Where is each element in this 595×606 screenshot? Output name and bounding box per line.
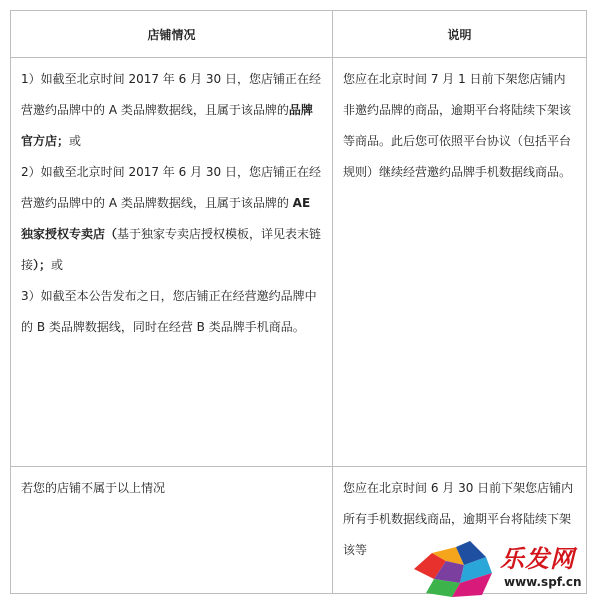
- row1-right-cell: [333, 58, 587, 467]
- condition-2: 2）如截至北京时间 2017 年 6 月 30 日，您店铺正在经营邀约品牌中的 A 类品牌数据线，且属于该品牌的 AE 独家授权专卖店（基于独家专卖店授权模板，详见表末链接）；或: [21, 165, 322, 272]
- header-explanation: 说明: [333, 11, 587, 58]
- policy-table: [10, 10, 587, 594]
- row2-left-cell: [11, 467, 333, 594]
- condition-1: 1）如截至北京时间 2017 年 6 月 30 日，您店铺正在经营邀约品牌中的 A 类品牌数据线，且属于该品牌的品牌官方店；或: [21, 72, 321, 148]
- bull-logo-icon: [412, 539, 494, 599]
- explanation-2: 您应在北京时间 6 月 30 日前下架您店铺内所有手机数据线商品，逾期平台将陆续下架该等: [343, 481, 574, 557]
- condition-3: 3）如截至本公告发布之日，您店铺正在经营邀约品牌中的 B 类品牌数据线，同时在经营 B 类品牌手机商品。: [21, 289, 317, 334]
- table-row: [11, 58, 587, 467]
- condition-other: 若您的店铺不属于以上情况: [21, 481, 166, 495]
- site-watermark: [412, 535, 590, 601]
- row1-left-cell: [11, 58, 333, 467]
- header-store-situation: 店铺情况: [11, 11, 333, 58]
- watermark-url: www.spf.cn: [504, 575, 582, 589]
- header-row: [11, 11, 587, 58]
- watermark-title: 乐发网: [500, 544, 575, 573]
- explanation-1: 您应在北京时间 7 月 1 日前下架您店铺内非邀约品牌的商品，逾期平台将陆续下架该等商品。此后您可依照平台协议（包括平台规则）继续经营邀约品牌手机数据线商品。: [343, 72, 572, 179]
